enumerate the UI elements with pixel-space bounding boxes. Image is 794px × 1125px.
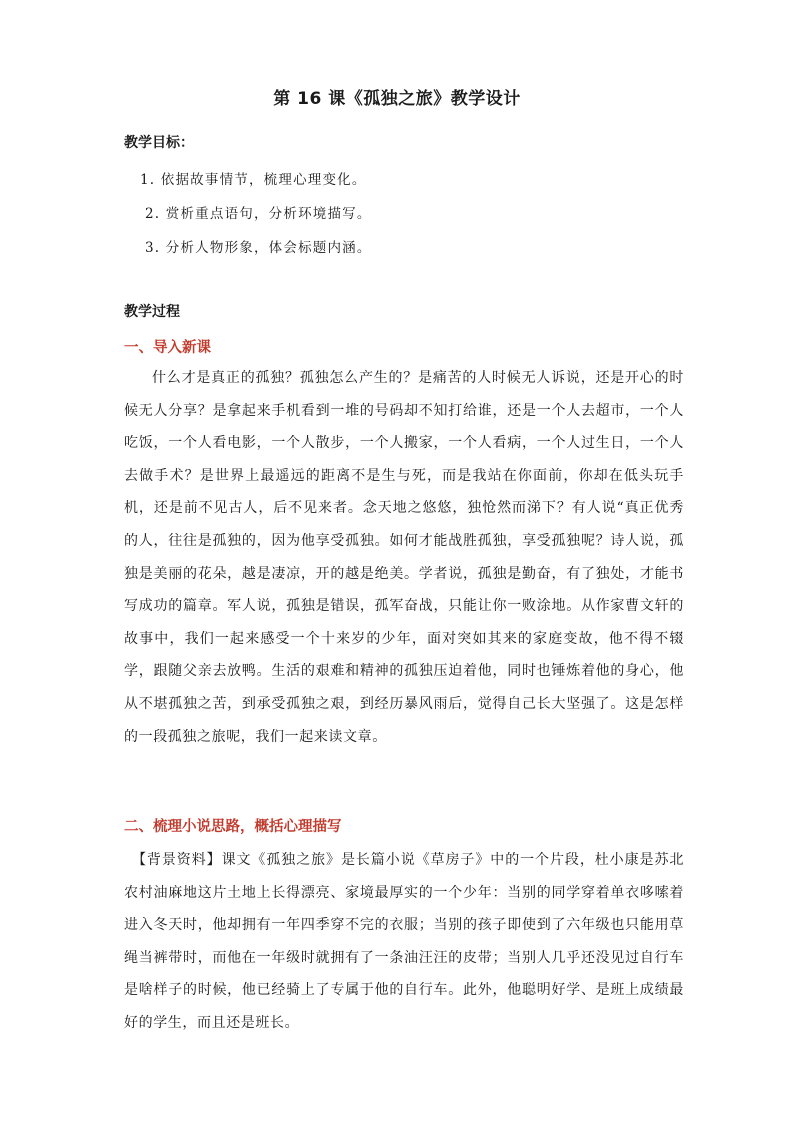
goal-item: 2. 赏析重点语句，分析环境描写。: [145, 206, 372, 222]
intro-paragraph: 什么才是真正的孤独？孤独怎么产生的？是痛苦的人时候无人诉说，还是开心的时候无人分享？是拿起来手机看到一堆的号码却不知打给谁，还是一个人去超市，一个人吃饭，一个人看电影，一个人散步，一个人搬家，一个人看病，一个人过生日，一个人去做手术？是世界上最遥远的距离不是生与死，而是我站在你面前，你却在低头玩手机，还是前不见古人，后不见来者。念天地之悠悠，独怆然而涕下？有人说“真正优秀的人，往往是孤独的，因为他享受孤独。如何才能战胜孤独，享受孤独呢？诗人说，孤独是美丽的花朵，越是凄凉，开的越是绝美。学者说，孤独是勤奋，有了独处，才能书写成功的篇章。军人说，孤独是错误，孤军奋战，只能让你一败涂地。从作家曹文轩的故事中，我们一起来感受一个十来岁的少年，面对突如其来的家庭变故，他不得不辍学，跟随父亲去放鸭。生活的艰难和精神的孤独压迫着他，同时也锤炼着他的身心，他从不堪孤独之苦，到承受孤独之艰，到经历暴风雨后，觉得自己长大坚强了。这是怎样的一段孤独之旅呢，我们一起来读文章。: [124, 370, 684, 745]
section-heading-outline: 二、梳理小说思路，概括心理描写: [124, 819, 342, 835]
goal-item: 1. 依据故事情节，梳理心理变化。: [140, 172, 367, 188]
goal-item: 3. 分析人物形象，体会标题内涵。: [145, 240, 372, 256]
goals-heading: 教学目标：: [124, 135, 194, 151]
section-heading-intro: 一、导入新课: [124, 340, 211, 356]
process-heading: 教学过程: [124, 304, 180, 320]
page-title: 第 16 课《孤独之旅》教学设计: [273, 89, 521, 109]
background-paragraph: 【背景资料】课文《孤独之旅》是长篇小说《草房子》中的一个片段，杜小康是苏北农村油麻地这片土地上长得漂亮、家境最厚实的一个少年：当别的同学穿着单衣哆嗦着进入冬天时，他却拥有一年四季穿不完的衣服；当别的孩子即使到了六年级也只能用草绳当裤带时，而他在一年级时就拥有了一条油汪汪的皮带；当别人几乎还没见过自行车是啥样子的时候，他已经骑上了专属于他的自行车。此外，他聪明好学、是班上成绩最好的学生，而且还是班长。: [124, 852, 684, 1031]
